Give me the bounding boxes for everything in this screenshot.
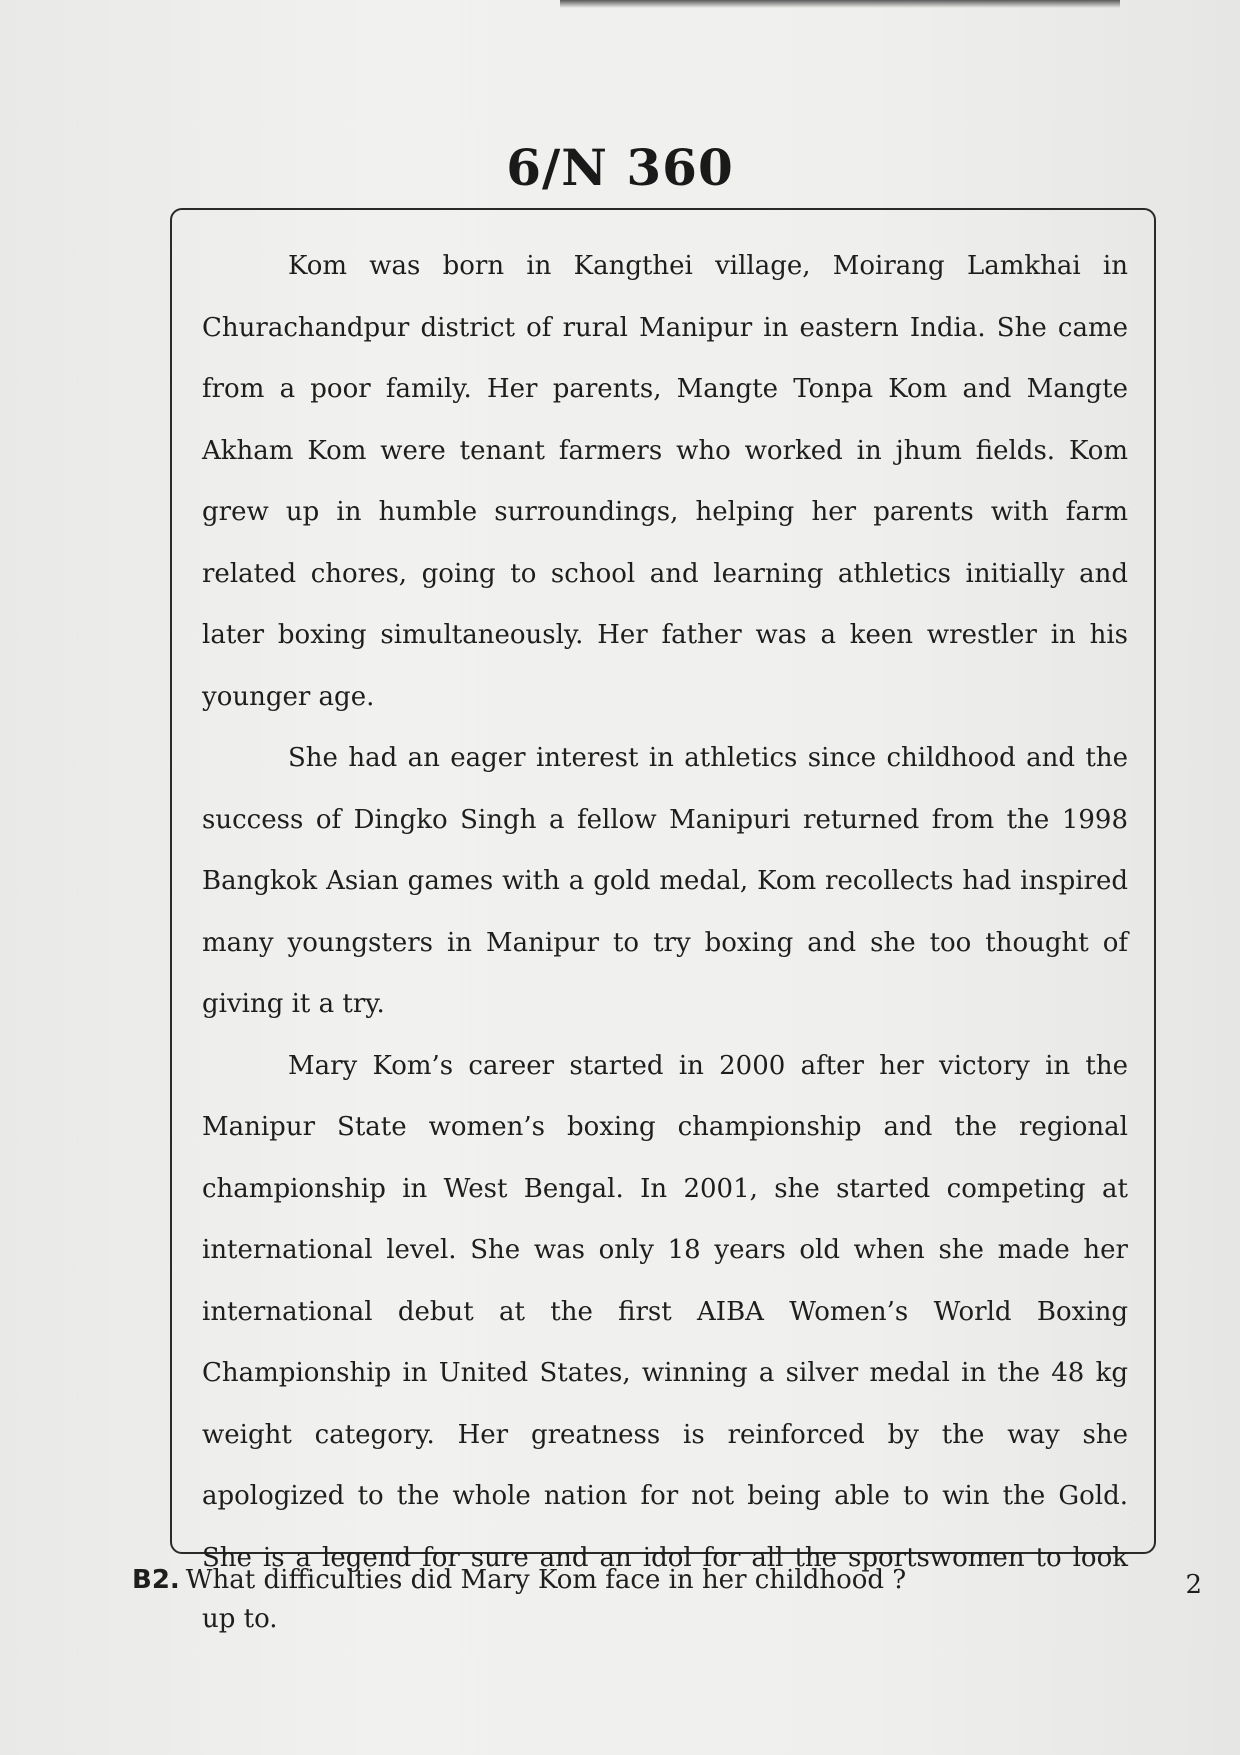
page-edge-shadow xyxy=(560,0,1120,8)
question-marks: 2 xyxy=(1185,1570,1202,1600)
page-code: 6/N 360 xyxy=(506,138,734,197)
question xyxy=(132,1565,1212,1595)
question-text: What difficulties did Mary Kom face in her childhood ? xyxy=(185,1565,907,1595)
question-number: B2. xyxy=(132,1565,180,1595)
passage-paragraph-3: Mary Kom’s career started in 2000 after her victory in the Manipur State women’s boxing championship and the regional championship in West Bengal. In 2001, she started competing at international level. She was only 18 years old when she made her international debut at the first AIBA Women’s World Boxing Championship in United States, winning a silver medal in the 48 kg weight category. Her greatness is reinforced by the way she apologized to the whole nation for not being able to win the Gold. She is a legend for sure and an idol for all the sportswomen to look up to. xyxy=(202,1050,1128,1634)
passage-paragraph-1: Kom was born in Kangthei village, Moirang Lamkhai in Churachandpur district of rural Manipur in eastern India. She came from a poor family. Her parents, Mangte Tonpa Kom and Mangte Akham Kom were tenant farmers who worked in jhum fields. Kom grew up in humble surroundings, helping her parents with farm related chores, going to school and learning athletics initially and later boxing simultaneously. Her father was a keen wrestler in his younger age. xyxy=(202,251,1128,712)
passage-paragraph-2: She had an eager interest in athletics since childhood and the success of Dingko Singh a fellow Manipuri returned from the 1998 Bangkok Asian games with a gold medal, Kom recollects had inspired many youngsters in Manipur to try boxing and she too thought of giving it a try. xyxy=(202,743,1128,1019)
